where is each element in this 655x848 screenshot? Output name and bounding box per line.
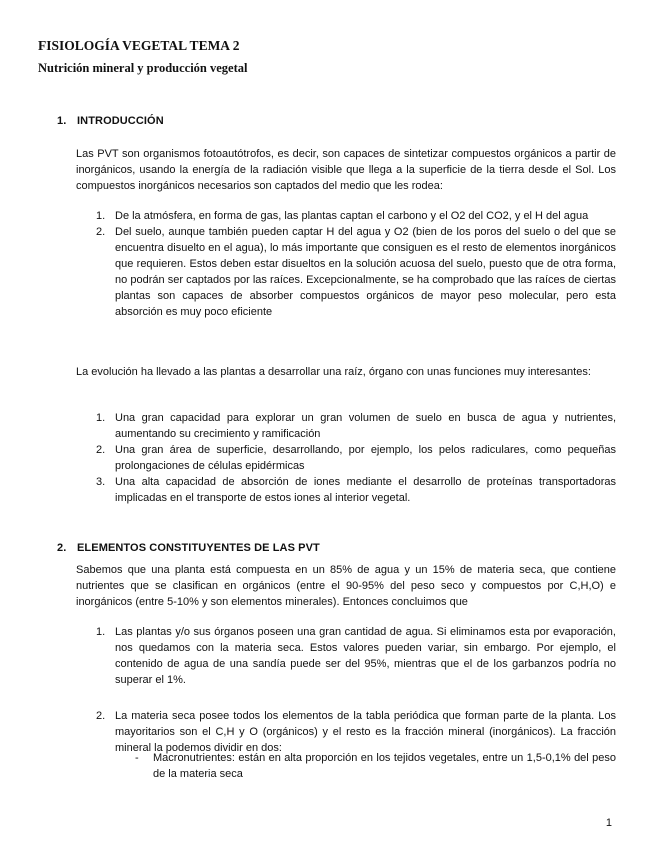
section-1-list-2 (76, 410, 616, 506)
list-item-number: 2. (96, 710, 106, 722)
section-1-heading (57, 115, 164, 127)
list-item (76, 474, 616, 506)
list-item-number: 3. (96, 476, 106, 488)
list-item-number: 2. (96, 226, 106, 238)
section-1-title: INTRODUCCIÓN (77, 115, 164, 127)
list-item-text: Una gran capacidad para explorar un gran volumen de suelo en busca de agua y nutrientes, aumentando su crecimiento y ramificación (115, 412, 616, 440)
list-item-text: Del suelo, aunque también pueden captar H del agua y O2 (bien de los poros del suelo o del que se encuentra disuelto en el agua), lo más importante que consiguen es el resto de elementos inorgánicos que requieren. Estos deben estar disueltos en la solución acuosa del suelo, puesto que de otra forma, no podrán ser captados por las raíces. Excepcionalmente, se ha comprobado que las raíces de ciertas plantas son capaces de absorber compuestos orgánicos de mayor peso molecular, pero esta absorción es muy poco eficiente (115, 226, 616, 318)
list-item-text: La materia seca posee todos los elementos de la tabla periódica que forman parte de la planta. Los mayoritarios son el C,H y O (orgánicos) y el resto es la fracción mineral (inorgánicos). La fracción mineral la podemos dividir en dos: (115, 710, 616, 754)
list-item-number: 1. (96, 210, 106, 222)
list-item-text: Una alta capacidad de absorción de iones mediante el desarrollo de proteínas transportadoras implicadas en el transporte de estos iones al interior vegetal. (115, 476, 616, 504)
list-item-text: Una gran área de superficie, desarrollando, por ejemplo, los pelos radiculares, como pequeñas prolongaciones de células epidérmicas (115, 444, 616, 472)
list-item (76, 208, 616, 224)
list-item-text: De la atmósfera, en forma de gas, las plantas captan el carbono y el O2 del CO2, y el H del agua (115, 210, 589, 222)
list-item (76, 442, 616, 474)
section-1-evolution: La evolución ha llevado a las plantas a desarrollar una raíz, órgano con unas funciones muy interesantes: (76, 366, 591, 378)
list-item-number: 1. (96, 412, 106, 424)
dash-marker: - (135, 752, 139, 764)
list-item (76, 410, 616, 442)
sublist-item-text: Macronutrientes: están en alta proporción en los tejidos vegetales, entre un 1,5-0,1% del peso de la materia seca (153, 752, 616, 780)
section-2-number: 2. (57, 542, 67, 554)
section-2-list (76, 624, 616, 756)
list-item (76, 624, 616, 688)
list-item-number: 2. (96, 444, 106, 456)
sublist-item (133, 750, 616, 782)
section-1-intro: Las PVT son organismos fotoautótrofos, es decir, son capaces de sintetizar compuestos orgánicos a partir de inorgánicos, usando la energía de la radiación visible que llega a la superficie de la tierra desde el Sol. Los compuestos inorgánicos necesarios son captados del medio que les rodea: (76, 148, 616, 192)
document-subtitle: Nutrición mineral y producción vegetal (38, 61, 248, 75)
section-2-intro: Sabemos que una planta está compuesta en un 85% de agua y un 15% de materia seca, que contiene nutrientes que se clasifican en orgánicos (entre el 90-95% del peso seco y compuestos por C,H,O) e inorgánicos (entre 5-10% y son elementos minerales). Entonces concluimos que (76, 564, 616, 608)
section-2-title: ELEMENTOS CONSTITUYENTES DE LAS PVT (77, 542, 320, 554)
section-1-list-1 (76, 208, 616, 320)
list-item (76, 224, 616, 320)
list-item-text: Las plantas y/o sus órganos poseen una gran cantidad de agua. Si eliminamos esta por evaporación, nos quedamos con la materia seca. Estos valores pueden variar, sin embargo. Por ejemplo, el contenido de agua de una sandía puede ser del 95%, mientras que el de los garbanzos podría no superar el 1%. (115, 626, 616, 686)
list-item-number: 1. (96, 626, 106, 638)
section-1-number: 1. (57, 115, 67, 127)
list-item (76, 708, 616, 756)
section-2-heading (57, 542, 320, 554)
page-number: 1 (605, 817, 612, 829)
document-title: FISIOLOGÍA VEGETAL TEMA 2 (38, 38, 240, 53)
